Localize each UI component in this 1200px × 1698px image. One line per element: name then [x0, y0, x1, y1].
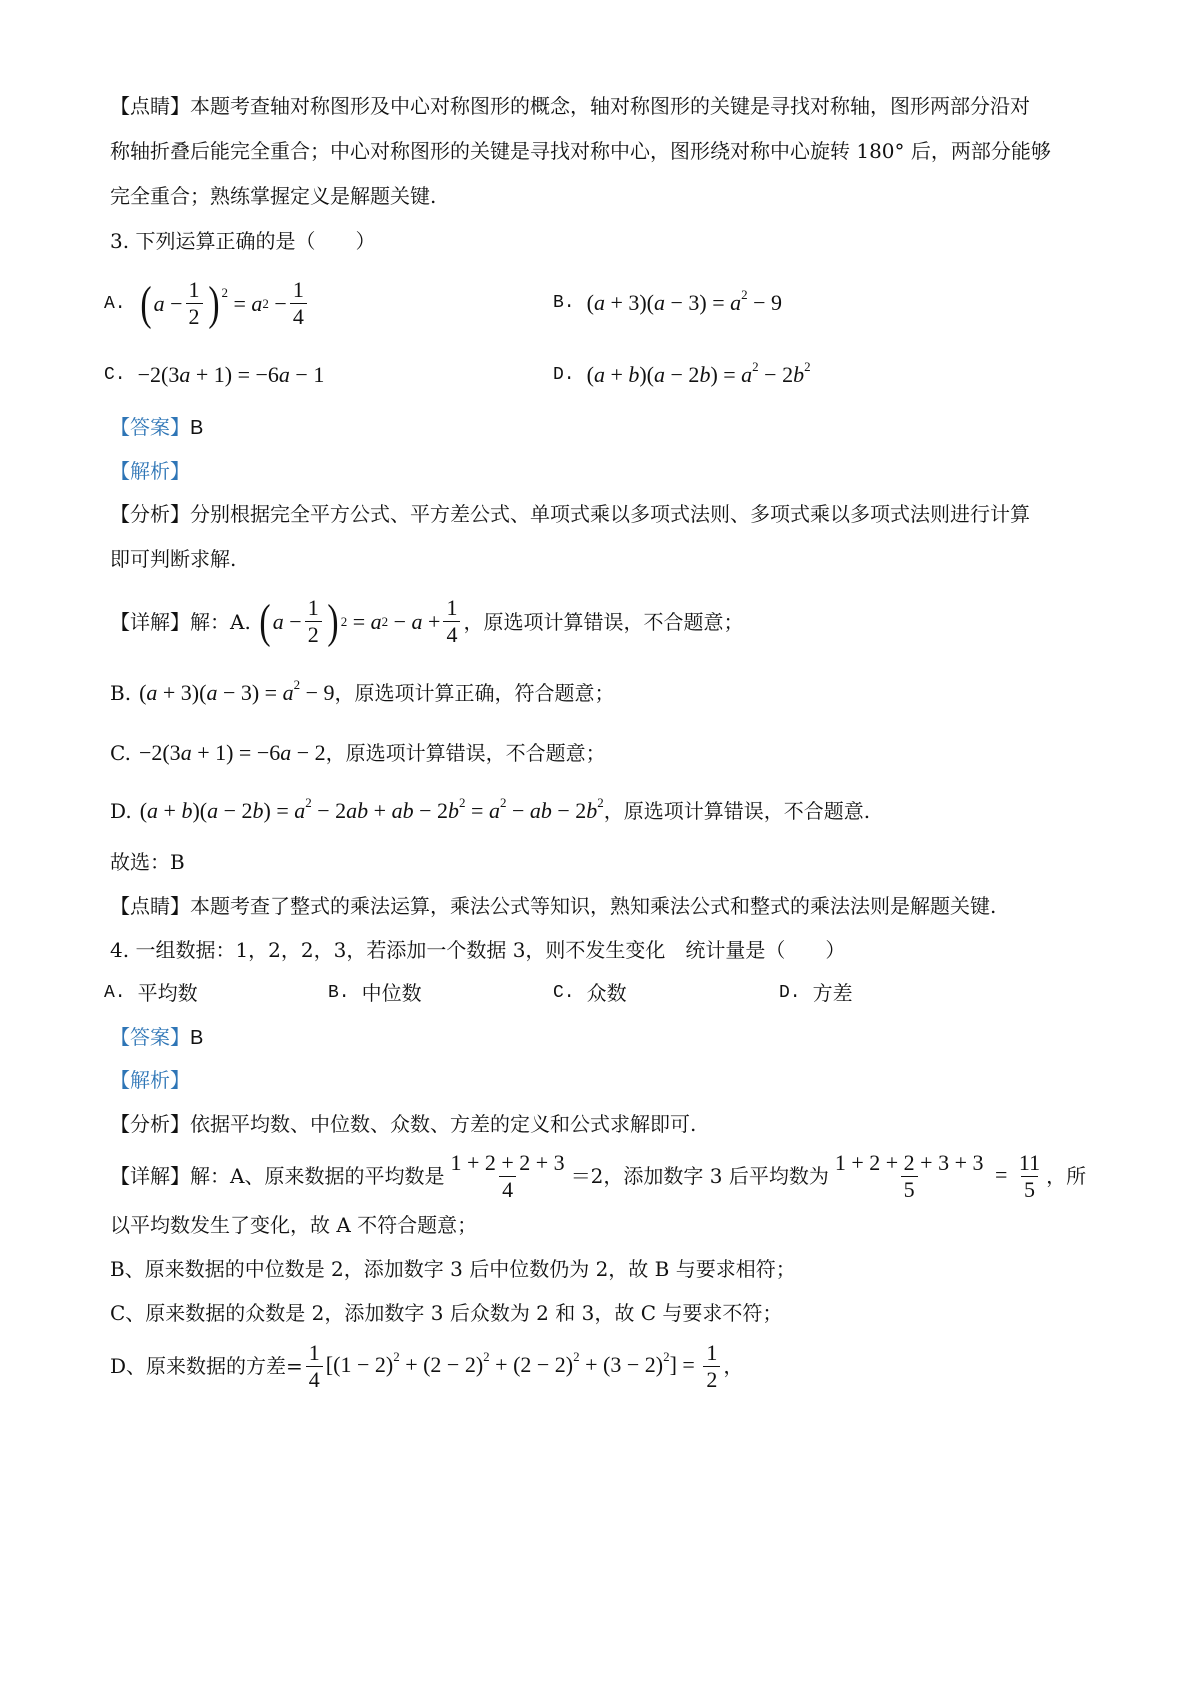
q3-analysis-line-2: 即可判断求解. [110, 547, 237, 571]
q3-option-c [104, 362, 324, 388]
option-text: 方差 [812, 981, 853, 1005]
detail-d-prefix: D、原来数据的方差= [110, 1354, 303, 1379]
q3-detail-d [110, 795, 1110, 824]
detail-c-suffix: ，原选项计算错误，不合题意； [325, 741, 606, 765]
answer-tag: 【答案】 [110, 415, 190, 439]
detail-tag: 【详解】 [110, 1164, 190, 1189]
option-letter: D. [779, 983, 801, 1003]
q3-option-a [104, 278, 310, 329]
option-d-expression: $(a + b)(a - 2b) = a^2 - 2b^2$ [586, 359, 811, 387]
answer-tag: 【答案】 [110, 1025, 190, 1049]
detail-a-prefix: 解：A. [190, 609, 251, 634]
answer-value: B [190, 417, 204, 439]
detail-tag: 【详解】 [110, 609, 190, 634]
q3-detail-c [110, 740, 1110, 766]
q3-option-d [553, 359, 811, 388]
q3-dianjing: 【点睛】本题考查了整式的乘法运算，乘法公式等知识，熟知乘法公式和整式的乘法法则是解题关键. [110, 894, 997, 918]
option-text: 众数 [586, 981, 627, 1005]
detail-c-prefix: C. [110, 741, 131, 765]
q4-analysis: 【分析】依据平均数、中位数、众数、方差的定义和公式求解即可. [110, 1112, 697, 1136]
q3-option-b [553, 287, 783, 316]
question-3-stem: 3. 下列运算正确的是（ ） [110, 229, 376, 253]
detail-a-expression: ( a − $\frac{1}{2}$ ) 2 = a 2 − a + $\frac{1}{4}$ [257, 596, 464, 647]
detail-d-expression: $(a + b)(a - 2b) = a^2 - 2ab$ + ab − $2b^2 = a^2$ − ab − $2b^2$ [139, 795, 604, 823]
option-letter: C. [104, 365, 126, 385]
q4-option-b [328, 980, 422, 1006]
detail-b-suffix: ，原选项计算正确，符合题意； [334, 681, 615, 705]
option-text: 平均数 [137, 981, 198, 1005]
dianjing-line-2: 称轴折叠后能完全重合；中心对称图形的关键是寻找对称中心，图形绕对称中心旋转 180° 后，两部分能够 [110, 139, 1051, 163]
q4-jiexi: 【解析】 [110, 1068, 190, 1092]
mean-new-fraction: $\frac{1 + 2 + 2 + 3 + 3}{5}$ = $\frac{11}{5}$ [834, 1150, 1041, 1203]
detail-d-suffix: ，原选项计算错误，不合题意. [603, 799, 871, 823]
question-4-stem: 4. 一组数据：1，2，2，3，若添加一个数据 3，则不发生变化 统计量是（ ） [110, 938, 846, 962]
q4-detail-a-line-1 [110, 1150, 1110, 1202]
q3-answer [110, 414, 1110, 441]
option-b-expression: $(a + 3)(a - 3) = a^2 - 9$ [586, 287, 783, 315]
q3-detail-a [110, 596, 1110, 647]
q4-option-a [104, 980, 198, 1006]
q4-answer [110, 1024, 1110, 1051]
answer-value: B [190, 1027, 204, 1049]
q4-detail-a-line-2: 以平均数发生了变化，故 A 不符合题意； [110, 1213, 478, 1237]
detail-d-suffix: ， [723, 1354, 744, 1379]
option-letter: D. [553, 365, 575, 385]
analysis-tag: 【分析】 [110, 502, 190, 526]
detail-a-suffix: ，原选项计算错误，不合题意； [463, 609, 744, 634]
option-a-expression: ( a − $\frac{1}{2}$ ) 2 = a 2 − $\frac{1}{4}$ [138, 278, 310, 329]
detail-b-prefix: B. [110, 681, 132, 705]
q4-option-d [779, 980, 853, 1006]
q3-choose: 故选：B [110, 850, 185, 874]
analysis-text: 分别根据完全平方公式、平方差公式、单项式乘以多项式法则、多项式乘以多项式法则进行计算 [190, 502, 1030, 526]
mean-original-fraction: $\frac{1 + 2 + 2 + 3}{4}$ [450, 1150, 565, 1203]
detail-d-prefix: D. [110, 799, 132, 823]
option-c-expression: −2(3a + 1) = −6a − 1 [137, 362, 325, 387]
option-letter: C. [553, 983, 575, 1003]
option-letter: A. [104, 293, 126, 314]
q4-detail-c: C、原来数据的众数是 2，添加数字 3 后众数为 2 和 3，故 C 与要求不符； [110, 1301, 783, 1325]
detail-b-expression: $(a + 3)(a - 3) = a^2 - 9$ [139, 677, 335, 705]
q3-analysis-line-1 [110, 501, 1110, 527]
q3-jiexi: 【解析】 [110, 459, 190, 483]
variance-expression: $\frac{1}{4}$ $[(1 - 2)^2 + (2 - 2)^2 + (2 - 2)^2 + (3 - 2)^2]$ = $\frac{1}{2}$ [303, 1340, 724, 1392]
detail-a-text-3: ，所 [1046, 1164, 1087, 1189]
option-text: 中位数 [361, 981, 422, 1005]
dianjing-line-3: 完全重合；熟练掌握定义是解题关键. [110, 184, 437, 208]
option-letter: B. [553, 293, 575, 313]
detail-a-text-1: 解：A、原来数据的平均数是 [190, 1164, 445, 1189]
detail-c-expression: −2(3a + 1) = −6a − 2 [138, 740, 326, 765]
detail-a-text-2: ＝2，添加数字 3 后平均数为 [570, 1164, 829, 1189]
option-letter: A. [104, 983, 126, 1003]
q4-detail-b: B、原来数据的中位数是 2，添加数字 3 后中位数仍为 2，故 B 与要求相符； [110, 1257, 796, 1281]
dianjing-line-1: 【点睛】本题考查轴对称图形及中心对称图形的概念，轴对称图形的关键是寻找对称轴，图形两部分沿对 [110, 94, 1030, 118]
q4-option-c [553, 980, 627, 1006]
option-letter: B. [328, 983, 350, 1003]
q3-detail-b [110, 677, 1110, 706]
q4-detail-d [110, 1340, 1110, 1392]
